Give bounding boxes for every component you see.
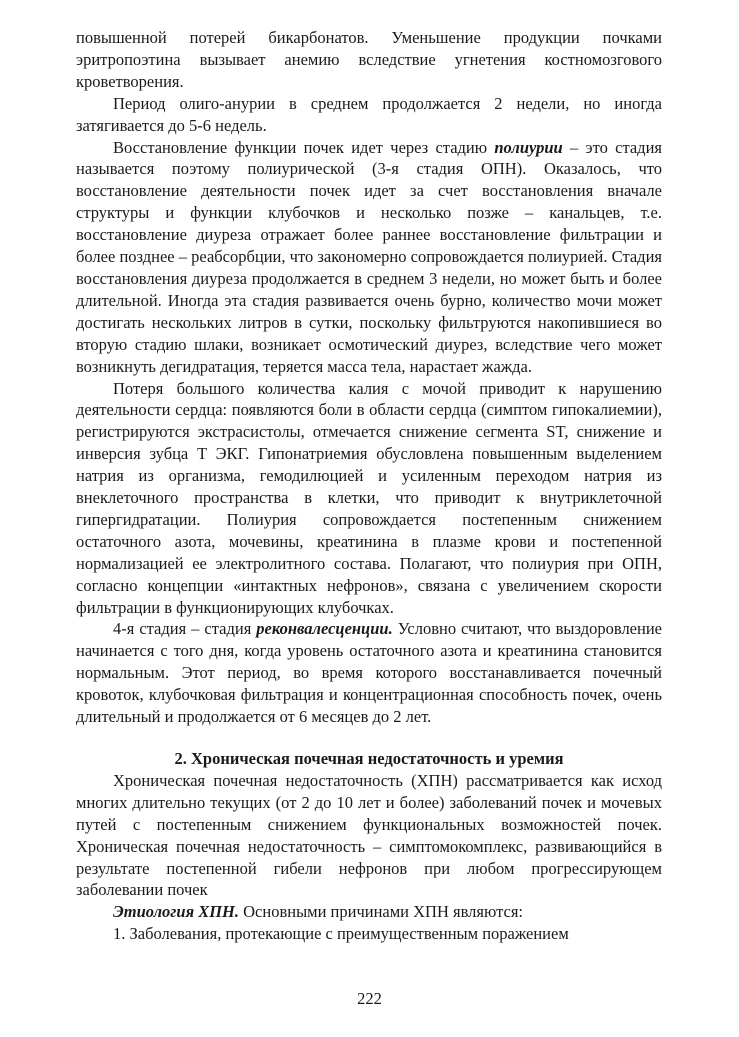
p7-text-after: Основными причинами ХПН являются: <box>239 902 524 922</box>
p3-text-before: Восстановление функции почек идет через стадию <box>113 137 495 157</box>
paragraph-4: Потеря большого количества калия с мочой приводит к нарушению деятельности сердца: появляются боли в области сердца (симптом гипокалиемии), регистрируются экстрасистолы, отмечается снижение сегмента ST, снижение и инверсия зубца T ЭКГ. Гипонатриемия обусловлена повышенным выделением натрия из организма, гемодилюцией и усиленным переходом натрия из внеклеточного пространства в клетки, что приводит к внутриклеточной гипергидратации. Полиурия сопровождается постепенным снижением остаточного азота, мочевины, креатинина в плазме крови и постепенной нормализацией ее электролитного состава. Полагают, что полиурия при ОПН, согласно концепции «интактных нефронов», связана с увеличением скорости фильтрации в функционирующих клубочках. <box>76 378 662 617</box>
term-polyuria: полиурии <box>494 137 563 157</box>
page-number: 222 <box>357 989 382 1008</box>
paragraph-7 <box>76 901 662 923</box>
document-page <box>76 27 662 945</box>
paragraph-8: 1. Заболевания, протекающие с преимущественным поражением <box>113 924 569 944</box>
paragraph-5 <box>76 618 662 728</box>
paragraph-2: Период олиго-анурии в среднем продолжается 2 недели, но иногда затягивается до 5-6 недель. <box>76 93 662 135</box>
paragraph-3 <box>76 137 662 378</box>
p3-text-after: – это стадия называется поэтому полиурической (3-я стадия ОПН). Оказалось, что восстановление деятельности почек идет за счет восстановления вначале структуры и функции клубочков и несколько позже – канальцев, т.е. восстановление диуреза отражает более раннее восстановление фильтрации и более позднее – реабсорбции, что закономерно сопровождается полиурией. Стадия восстановления диуреза продолжается в среднем 3 недели, но может быть и более длительной. Иногда эта стадия развивается очень бурно, количество мочи может достигать нескольких литров в сутки, поскольку фильтруются накопившиеся во вторую стадию шлаки, возникает осмотический диурез, вследствие чего может возникнуть дегидратация, теряется масса тела, нарастает жажда. <box>76 137 662 376</box>
p5-text-after: Условно считают, что выздоровление начинается с того дня, когда уровень остаточного азота и креатинина становится нормальным. Этот период, во время которого восстанавливается почечный кровоток, клубочковая фильтрация и концентрационная способность почек, очень длительный и продолжается от 6 месяцев до 2 лет. <box>76 619 662 727</box>
paragraph-6: Хроническая почечная недостаточность (ХПН) рассматривается как исход многих длительно текущих (от 2 до 10 лет и более) заболеваний почек и мочевых путей с постепенным снижением функциональных возможностей почек. Хроническая почечная недостаточность – симптомокомплекс, развивающийся в результате постепенной гибели нефронов при любом прогрессирующем заболевании почек <box>76 770 662 900</box>
paragraph-1: повышенной потерей бикарбонатов. Уменьшение продукции почками эритропоэтина вызывает анемию вследствие угнетения костномозгового кроветворения. <box>76 28 662 91</box>
section-heading: 2. Хроническая почечная недостаточность и уремия <box>174 749 564 768</box>
term-reconvalescence: реконвалесценции. <box>256 619 393 639</box>
term-etiology: Этиология ХПН. <box>113 902 239 922</box>
p5-text-before: 4-я стадия – стадия <box>113 619 257 639</box>
